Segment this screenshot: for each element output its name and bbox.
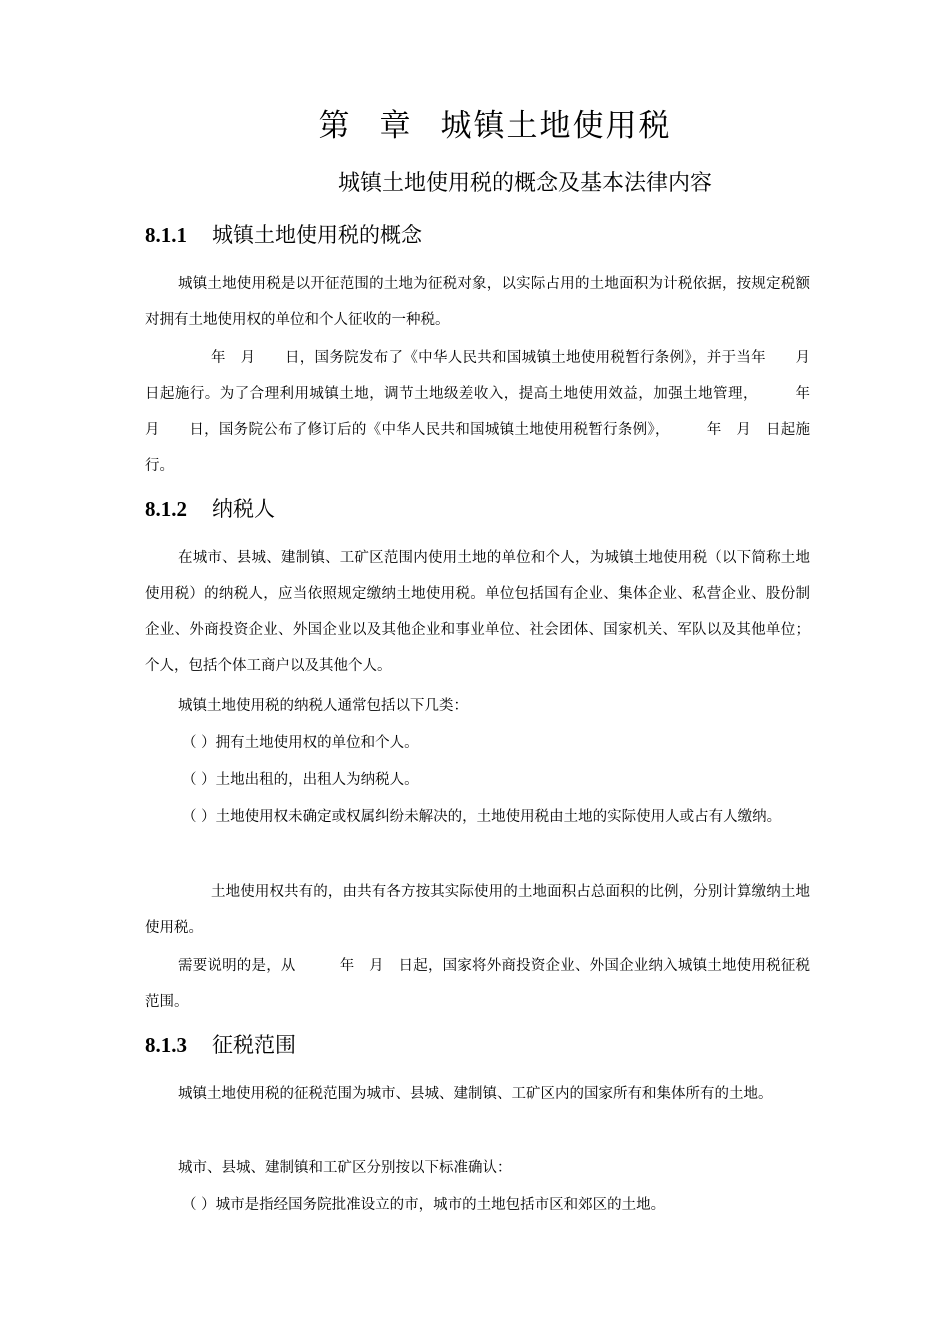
section-title: 城镇土地使用税的概念及基本法律内容 xyxy=(337,171,712,196)
subsection-title: 征税范围 xyxy=(212,1033,296,1057)
subsection-title: 城镇土地使用税的概念 xyxy=(212,223,422,247)
chapter-title xyxy=(0,104,950,148)
paragraph: 城镇土地使用税的纳税人通常包括以下几类： xyxy=(178,698,468,714)
paragraph: 在城市、县城、建制镇、工矿区范围内使用土地的单位和个人，为城镇土地使用税（以下简称土地使用税）的纳税人，应当依照规定缴纳土地使用税。单位包括国有企业、集体企业、私营企业、股份制企业、外商投资企业、外国企业以及其他企业和事业单位、社会团体、国家机关、军队以及其他单位；个人，包括个体工商户以及其他个人。 xyxy=(145,550,810,674)
subsection-8-1-1 xyxy=(145,220,810,250)
chapter-name: 城镇土地使用税 xyxy=(440,108,672,144)
paragraph: 城市、县城、建制镇和工矿区分别按以下标准确认： xyxy=(178,1160,512,1176)
subsection-title: 纳税人 xyxy=(212,497,275,521)
paragraph: 城镇土地使用税的征税范围为城市、县城、建制镇、工矿区内的国家所有和集体所有的土地。 xyxy=(178,1086,773,1102)
subsection-heading xyxy=(145,1030,810,1060)
paragraph: 年 月 日，国务院发布了《中华人民共和国城镇土地使用税暂行条例》，并于当年 月 日起施行。为了合理利用城镇土地，调节土地级差收入，提高土地使用效益，加强土地管理， 年 月 日，国务院公布了修订后的《中华人民共和国城镇土地使用税暂行条例》， 年 月 日起施行。 xyxy=(145,350,839,474)
subsection-8-1-3 xyxy=(145,1030,810,1060)
paragraph: 需要说明的是，从 年 月 日起，国家将外商投资企业、外国企业纳入城镇土地使用税征税范围。 xyxy=(145,958,810,1010)
chapter-suffix: 章 xyxy=(379,108,413,144)
subsection-heading xyxy=(145,494,810,524)
list-item: （ ）拥有土地使用权的单位和个人。 xyxy=(182,735,419,751)
list-item: （ ）城市是指经国务院批准设立的市，城市的土地包括市区和郊区的土地。 xyxy=(182,1197,666,1213)
paragraph: 城镇土地使用税是以开征范围的土地为征税对象，以实际占用的土地面积为计税依据，按规定税额对拥有土地使用权的单位和个人征收的一种税。 xyxy=(145,276,810,328)
subsection-heading xyxy=(145,220,810,250)
list-item: （ ）土地出租的，出租人为纳税人。 xyxy=(182,772,419,788)
subsection-number: 8.1.3 xyxy=(145,1033,187,1057)
paragraph: 土地使用权共有的，由共有各方按其实际使用的土地面积占总面积的比例，分别计算缴纳土地使用税。 xyxy=(145,884,810,936)
chapter-prefix: 第 xyxy=(318,108,352,144)
subsection-number: 8.1.2 xyxy=(145,497,187,521)
list-item: （ ）土地使用权未确定或权属纠纷未解决的，土地使用税由土地的实际使用人或占有人缴纳。 xyxy=(182,809,782,825)
subsection-number: 8.1.1 xyxy=(145,223,187,247)
subsection-8-1-2 xyxy=(145,494,810,524)
